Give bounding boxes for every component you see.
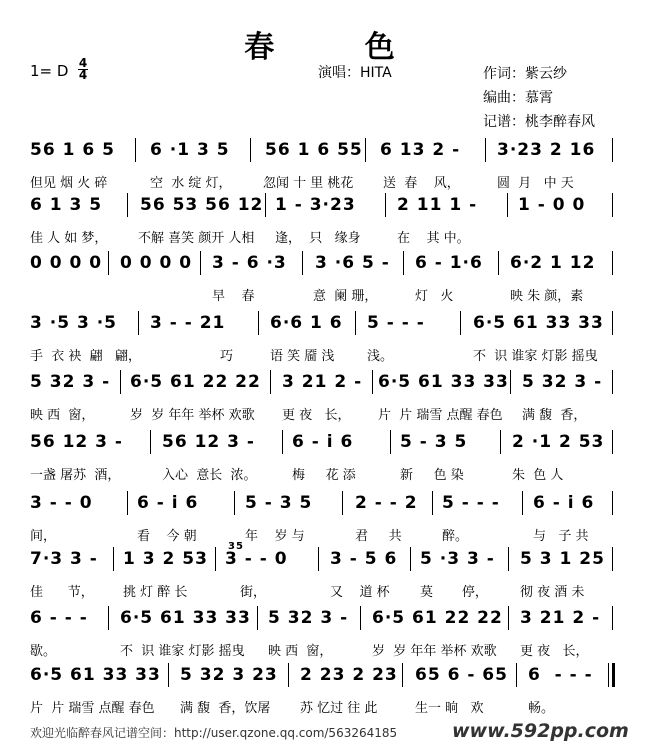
measure: 6 - i 6	[292, 432, 354, 452]
barline	[168, 663, 169, 687]
measure: 6·5 61 33 33	[30, 665, 161, 685]
footer-site-logo: www.592pp.com	[452, 720, 629, 742]
barline	[127, 491, 128, 515]
barline	[402, 663, 403, 687]
composer-credit: 编曲：慕霄	[483, 90, 553, 106]
barline	[410, 547, 411, 571]
barline	[365, 138, 366, 162]
lyrics-row	[0, 581, 649, 601]
measure: 6·5 61 22 22	[372, 608, 503, 628]
notes-row	[0, 665, 649, 695]
barline	[500, 430, 501, 454]
measure: 6 - - -	[30, 608, 88, 628]
notes-row	[0, 541, 649, 579]
barline	[135, 138, 136, 162]
measure: 6 - 1·6	[415, 253, 483, 273]
barline	[265, 193, 266, 217]
lyric-segment: 手 衣 袂 翩 翩，	[30, 349, 142, 364]
barline	[390, 430, 391, 454]
lyric-segment: 但见 烟 火 碎	[30, 176, 108, 191]
measure: 6·6 1 6	[270, 313, 343, 333]
key-signature: 1= D	[30, 62, 69, 80]
measure: 3 ·5 3 ·5	[30, 313, 117, 333]
notes-row	[0, 253, 649, 283]
lyric-segment: 映 西 窗，	[268, 644, 333, 659]
notes-row	[0, 493, 649, 523]
barline	[516, 663, 517, 687]
lyric-segment: 彻 夜 酒 未	[520, 585, 585, 600]
measure: 2 ·1 2 53	[512, 432, 605, 452]
barline	[138, 311, 139, 335]
lyric-segment: 映 西 窗，	[30, 408, 95, 423]
barline	[372, 370, 373, 394]
barline	[150, 430, 151, 454]
barline	[612, 547, 613, 571]
measure: 6 ·1 3 5	[150, 140, 230, 160]
lyric-segment: 挑 灯 醉 长	[123, 585, 188, 600]
credits	[483, 62, 595, 134]
lyric-segment: 看 今 朝	[137, 529, 197, 544]
measure: 7·3 3 -	[30, 549, 98, 569]
barline	[215, 547, 216, 571]
time-signature-bottom: 4	[78, 68, 88, 82]
barline	[318, 547, 319, 571]
barline	[510, 370, 511, 394]
lyric-segment: 空 水 绽 灯，	[150, 176, 232, 191]
final-barline-thick	[612, 663, 615, 687]
barline	[432, 491, 433, 515]
measure: 6·5 61 22 22	[130, 372, 261, 392]
lyrics-row	[0, 227, 649, 247]
barline	[612, 430, 613, 454]
measure: 56 12 3 -	[162, 432, 255, 452]
notes-row	[0, 195, 649, 225]
barline	[612, 251, 613, 275]
measure: 3 - - 0	[225, 549, 288, 569]
lyric-segment: 片 片 瑞雪 点醒 春色	[30, 701, 155, 716]
footer-welcome: 欢迎光临醉春风记谱空间：http://user.qzone.qq.com/563264185	[30, 726, 398, 740]
measure: 3 - 5 6	[330, 549, 398, 569]
measure: 5 - 3 5	[245, 493, 313, 513]
singer-credit: 演唱：HITA	[318, 65, 392, 81]
barline	[612, 370, 613, 394]
lyrics-row	[0, 345, 649, 365]
lyric-segment: 岁 岁 年年 举杯 欢歌	[372, 644, 497, 659]
transcriber-credit: 记谱：桃李醉春风	[483, 114, 595, 130]
barline	[485, 138, 486, 162]
measure: 6 1 3 5	[30, 195, 103, 215]
barline	[127, 193, 128, 217]
barline	[385, 193, 386, 217]
barline	[508, 547, 509, 571]
measure: 6·5 61 33 33	[120, 608, 251, 628]
lyric-segment: 逢， 只 缘身	[275, 231, 361, 246]
measure: 5 32 3 -	[268, 608, 349, 628]
lyric-segment: 佳 节，	[30, 585, 94, 600]
barline	[257, 606, 258, 630]
lyric-segment: 莫 停，	[420, 585, 488, 600]
lyrics-row	[0, 464, 649, 484]
lyrics-row	[0, 640, 649, 660]
lyric-segment: 歇。	[30, 644, 57, 659]
barline	[282, 430, 283, 454]
barline	[120, 370, 121, 394]
measure: 56 1 6 55	[265, 140, 363, 160]
measure: 6 - i 6	[533, 493, 595, 513]
time-signature-top: 4	[78, 56, 88, 70]
lyric-segment: 巧	[220, 349, 234, 364]
lyric-segment: 苏 忆过 往 此	[300, 701, 378, 716]
lyric-segment: 灯 火	[415, 289, 454, 304]
lyric-segment: 满 馥 香，饮屠	[180, 701, 271, 716]
lyric-segment: 映 朱 颜，素	[510, 289, 584, 304]
measure: 5 ·3 3 -	[420, 549, 495, 569]
measure: 3 21 2 -	[520, 608, 601, 628]
barline	[507, 193, 508, 217]
measure: 56 53 56 12	[140, 195, 264, 215]
measure: 3 - - 21	[150, 313, 226, 333]
barline	[113, 547, 114, 571]
lyric-segment: 一盏 屠苏 酒，	[30, 468, 121, 483]
lyric-segment: 满 馥 香，	[522, 408, 587, 423]
lyric-segment: 佳 人 如 梦，	[30, 231, 108, 246]
time-signature	[78, 58, 88, 81]
barline	[403, 251, 404, 275]
measure: 3 - 6 ·3	[212, 253, 287, 273]
barline	[508, 606, 509, 630]
lyric-segment: 不 识 谁家 灯影 摇曳	[120, 644, 245, 659]
lyrics-row	[0, 697, 649, 717]
lyric-segment: 梅 花 添	[292, 468, 356, 483]
measure: 6·2 1 12	[510, 253, 596, 273]
barline	[612, 311, 613, 335]
lyric-segment: 年 岁 与	[245, 529, 305, 544]
lyrics-row	[0, 285, 649, 305]
measure: 3 - - 0	[30, 493, 93, 513]
lyrics-row	[0, 404, 649, 424]
measure: 0 0 0 0	[30, 253, 103, 273]
notes-row	[0, 372, 649, 402]
measure: 6 - i 6	[137, 493, 199, 513]
notes-row	[0, 313, 649, 343]
lyric-segment: 忽闻 十 里 桃花	[263, 176, 354, 191]
barline	[200, 251, 201, 275]
lyric-segment: 圆 月 中 天	[497, 176, 574, 191]
measure: 3·23 2 16	[497, 140, 596, 160]
lyric-segment: 醉。	[442, 529, 469, 544]
measure: 5 32 3 23	[180, 665, 278, 685]
lyric-segment: 早 春	[212, 289, 255, 304]
lyric-segment: 浅。	[367, 349, 394, 364]
lyric-segment: 与 子 共	[533, 529, 589, 544]
measure: 1 - 0 0	[518, 195, 586, 215]
lyric-segment: 片 片 瑞雪 点醒 春色	[378, 408, 503, 423]
notes-row	[0, 608, 649, 638]
measure: 0 0 0 0	[120, 253, 193, 273]
barline	[355, 311, 356, 335]
barline	[234, 491, 235, 515]
grace-note: 35	[228, 541, 244, 552]
song-title: 春 色	[244, 30, 435, 65]
barline	[360, 606, 361, 630]
measure: 2 - - 2	[355, 493, 418, 513]
barline	[612, 491, 613, 515]
measure: 6 - - -	[528, 665, 593, 685]
measure: 3 ·6 5 -	[315, 253, 390, 273]
measure: 56 12 3 -	[30, 432, 123, 452]
lyrics-row	[0, 525, 649, 545]
measure: 6·5 61 33 33	[473, 313, 604, 333]
lyric-segment: 君 共	[355, 529, 402, 544]
lyric-segment: 又 道 杯	[330, 585, 390, 600]
barline	[612, 193, 613, 217]
barline	[522, 491, 523, 515]
lyric-segment: 畅。	[528, 701, 555, 716]
measure: 65 6 - 65	[415, 665, 508, 685]
notes-row	[0, 432, 649, 462]
measure: 5 - 3 5	[400, 432, 468, 452]
lyric-segment: 送 春 风，	[383, 176, 460, 191]
lyric-segment: 岁 岁 年年 举杯 欢歌	[130, 408, 255, 423]
measure: 5 3 1 25	[520, 549, 605, 569]
barline	[612, 606, 613, 630]
lyric-segment: 新 色 染	[400, 468, 464, 483]
lyric-segment: 不解 喜笑 颜开 人相	[138, 231, 255, 246]
lyric-segment: 间，	[30, 529, 57, 544]
barline	[612, 138, 613, 162]
final-barline-thin	[608, 663, 609, 687]
measure: 2 11 1 -	[397, 195, 478, 215]
barline	[258, 311, 259, 335]
lyric-segment: 不 识 谁家 灯影 摇曳	[473, 349, 598, 364]
measure: 2 23 2 23	[300, 665, 398, 685]
lyric-segment: 语 笑 靥 浅	[270, 349, 335, 364]
measure: 1 3 2 53	[123, 549, 208, 569]
lyrics-row	[0, 172, 649, 192]
lyric-segment: 在 其 中。	[397, 231, 470, 246]
notes-row	[0, 140, 649, 170]
lyric-segment: 生一 晌 欢	[415, 701, 484, 716]
barline	[302, 251, 303, 275]
barline	[498, 251, 499, 275]
measure: 1 - 3·23	[275, 195, 356, 215]
lyricist-credit: 作词：紫云纱	[483, 66, 567, 82]
measure: 5 32 3 -	[30, 372, 111, 392]
measure: 5 32 3 -	[522, 372, 603, 392]
measure: 5 - - -	[367, 313, 425, 333]
barline	[108, 606, 109, 630]
barline	[250, 138, 251, 162]
barline	[342, 491, 343, 515]
measure: 3 21 2 -	[282, 372, 363, 392]
barline	[460, 311, 461, 335]
barline	[288, 663, 289, 687]
barline	[270, 370, 271, 394]
lyric-segment: 更 夜 长，	[520, 644, 589, 659]
measure: 5 - - -	[442, 493, 500, 513]
lyric-segment: 街，	[240, 585, 267, 600]
lyric-segment: 意 阑 珊，	[313, 289, 378, 304]
lyric-segment: 朱 色 人	[512, 468, 564, 483]
barline	[108, 251, 109, 275]
measure: 56 1 6 5	[30, 140, 115, 160]
lyric-segment: 入心 意长 浓。	[162, 468, 257, 483]
measure: 6 13 2 -	[380, 140, 461, 160]
lyric-segment: 更 夜 长，	[282, 408, 351, 423]
measure: 6·5 61 33 33	[378, 372, 509, 392]
